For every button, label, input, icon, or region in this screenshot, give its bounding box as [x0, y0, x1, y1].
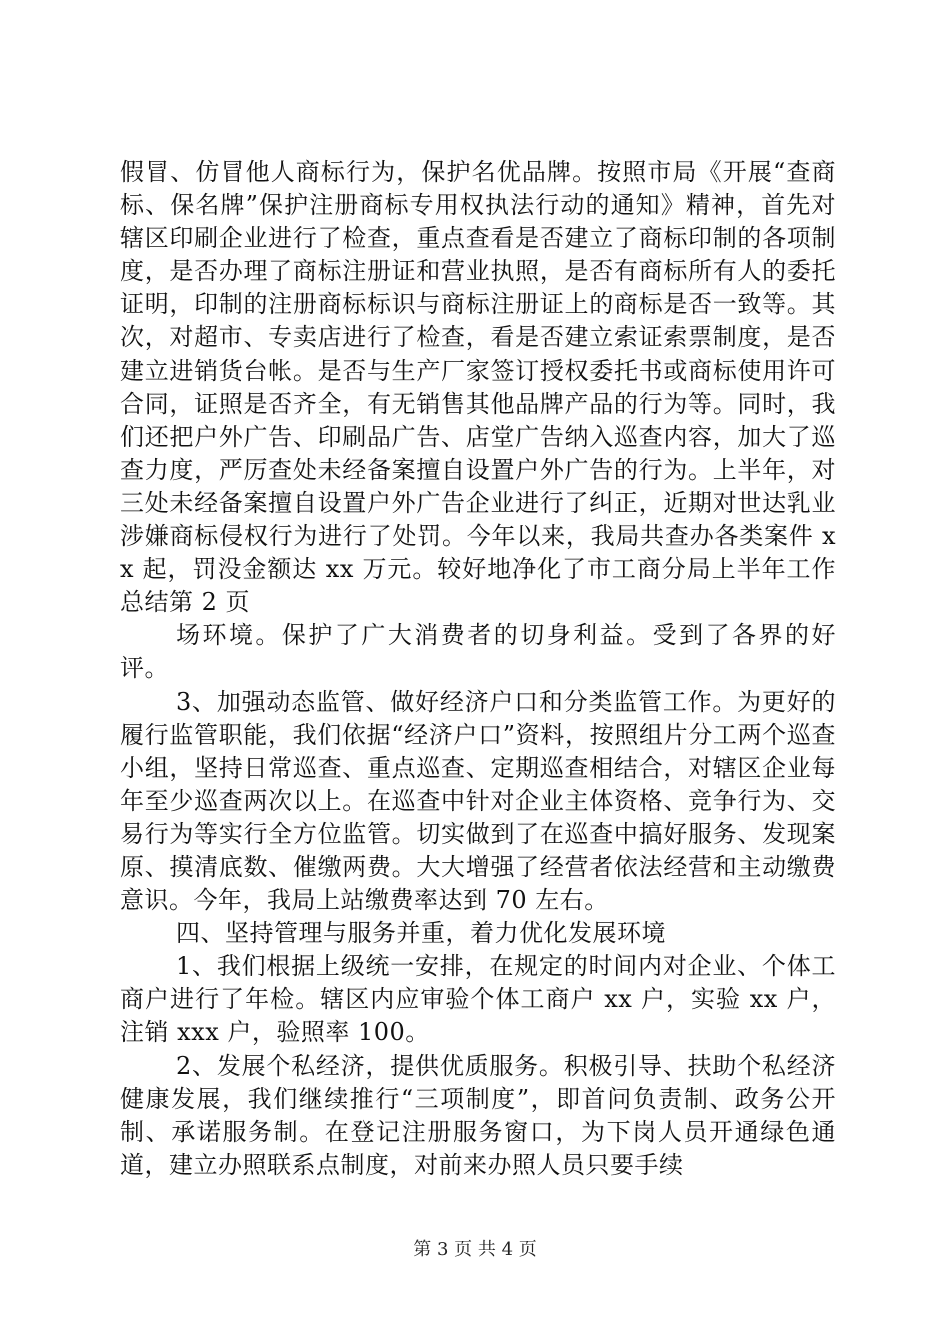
page-footer: 第 3 页 共 4 页 [413, 1239, 537, 1260]
paragraph-5: 2、发展个私经济，提供优质服务。积极引导、扶助个私经济健康发展，我们继续推行“三项制度”，即首问负责制、政务公开制、承诺服务制。在登记注册服务窗口，为下岗人员开通绿色通道，建立办照联系点制度，对前来办照人员只要手续 [120, 1051, 836, 1179]
paragraph-4: 1、我们根据上级统一安排，在规定的时间内对企业、个体工商户进行了年检。辖区内应审验个体工商户 xx 户，实验 xx 户，注销 xxx 户，验照率 100。 [120, 952, 836, 1047]
body-text [120, 156, 836, 1182]
section-heading: 四、坚持管理与服务并重，着力优化发展环境 [176, 919, 666, 948]
paragraph-3: 3、加强动态监管、做好经济户口和分类监管工作。为更好的履行监管职能，我们依据“经济户口”资料，按照组片分工两个巡查小组，坚持日常巡查、重点巡查、定期巡查相结合，对辖区企业每年至少巡查两次以上。在巡查中针对企业主体资格、竞争行为、交易行为等实行全方位监管。切实做到了在巡查中搞好服务、发现案原、摸清底数、催缴两费。大大增强了经营者依法经营和主动缴费意识。今年，我局上站缴费率达到 70 左右。 [120, 687, 836, 915]
paragraph-1: 假冒、仿冒他人商标行为，保护名优品牌。按照市局《开展“查商标、保名牌”保护注册商标专用权执法行动的通知》精神，首先对辖区印刷企业进行了检查，重点查看是否建立了商标印制的各项制度，是否办理了商标注册证和营业执照，是否有商标所有人的委托证明，印制的注册商标标识与商标注册证上的商标是否一致等。其次，对超市、专卖店进行了检查，看是否建立索证索票制度，是否建立进销货台帐。是否与生产厂家签订授权委托书或商标使用许可合同，证照是否齐全，有无销售其他品牌产品的行为等。同时，我们还把户外广告、印刷品广告、店堂广告纳入巡查内容，加大了巡查力度，严厉查处未经备案擅自设置户外广告的行为。上半年，对三处未经备案擅自设置户外广告企业进行了纠正，近期对世达乳业涉嫌商标侵权行为进行了处罚。今年以来，我局共查办各类案件 xx 起，罚没金额达 xx 万元。较好地净化了市工商分局上半年工作总结第 2 页 [120, 158, 836, 617]
paragraph-2: 场环境。保护了广大消费者的切身利益。受到了各界的好评。 [120, 621, 836, 683]
